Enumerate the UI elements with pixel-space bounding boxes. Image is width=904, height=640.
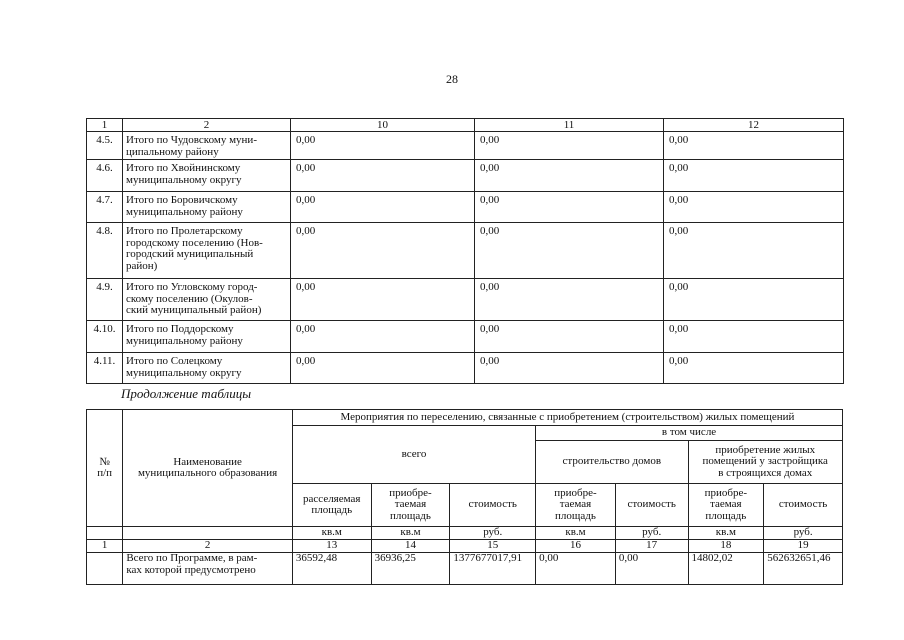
continuation-label: Продолжение таблицы: [121, 386, 252, 401]
value-cell: 0,00: [291, 353, 475, 384]
row-name: Итого по Пролетарскому городскому поселению (Нов- городский муниципальный район): [123, 223, 291, 279]
row-number: 4.5.: [87, 132, 123, 160]
header-cell: 2: [123, 119, 291, 132]
value-cell: 0,00: [475, 160, 664, 192]
column-number: 14: [371, 540, 450, 553]
acquisition-header: приобретение жилых помещений у застройщика в строящихся домах: [688, 441, 843, 484]
value-cell: 0,00: [291, 279, 475, 321]
value-cell: 0,00: [291, 192, 475, 223]
row-number: [87, 553, 123, 585]
group-title: Мероприятия по переселению, связанные с приобретением (строительством) жилых помещений: [292, 410, 842, 426]
unit-cell: кв.м: [292, 527, 371, 540]
subheader-cell: стоимость: [450, 484, 536, 527]
value-cell: 0,00: [475, 279, 664, 321]
column-number: 18: [688, 540, 764, 553]
value-cell: 0,00: [664, 353, 844, 384]
units-row: [87, 527, 843, 540]
unit-cell: руб.: [450, 527, 536, 540]
subheader-cell: стоимость: [764, 484, 843, 527]
header-row-group: [87, 410, 843, 426]
subheader-cell: приобре- таемая площадь: [688, 484, 764, 527]
row-name: Итого по Поддорскому муниципальному району: [123, 321, 291, 353]
column-number: 16: [536, 540, 616, 553]
value-cell: 0,00: [475, 192, 664, 223]
value-cell: 0,00: [664, 321, 844, 353]
value-cell: 0,00: [291, 132, 475, 160]
unit-cell: кв.м: [536, 527, 616, 540]
subheader-cell: стоимость: [615, 484, 688, 527]
row-name: Итого по Угловскому город- скому поселению (Окулов- ский муниципальный район): [123, 279, 291, 321]
value-cell: 0,00: [475, 321, 664, 353]
row-name: Итого по Хвойнинскому муниципальному округу: [123, 160, 291, 192]
header-cell: 1: [87, 119, 123, 132]
row-name: Итого по Чудовскому муни- ципальному району: [123, 132, 291, 160]
value-cell: 0,00: [664, 160, 844, 192]
column-number: 19: [764, 540, 843, 553]
table-row: [87, 223, 844, 279]
unit-cell-empty: [87, 527, 123, 540]
value-cell: 562632651,46: [764, 553, 843, 585]
value-cell: 36936,25: [371, 553, 450, 585]
row-number: 4.8.: [87, 223, 123, 279]
value-cell: 0,00: [475, 223, 664, 279]
row-number: 4.9.: [87, 279, 123, 321]
table-continuation: [86, 409, 843, 585]
value-cell: 36592,48: [292, 553, 371, 585]
table-header-row: [87, 119, 844, 132]
col-number-header: № п/п: [87, 410, 123, 527]
column-number: 15: [450, 540, 536, 553]
table-row: [87, 321, 844, 353]
value-cell: 0,00: [536, 553, 616, 585]
table-row: [87, 553, 843, 585]
table-row: [87, 160, 844, 192]
header-cell: 11: [475, 119, 664, 132]
value-cell: 0,00: [291, 160, 475, 192]
column-number: 2: [123, 540, 293, 553]
subheader-cell: приобре- таемая площадь: [536, 484, 616, 527]
unit-cell: руб.: [615, 527, 688, 540]
column-number: 1: [87, 540, 123, 553]
including-header: в том числе: [536, 426, 843, 441]
table-row: [87, 132, 844, 160]
unit-cell: кв.м: [688, 527, 764, 540]
value-cell: 0,00: [475, 353, 664, 384]
value-cell: 0,00: [291, 321, 475, 353]
value-cell: 0,00: [291, 223, 475, 279]
value-cell: 0,00: [615, 553, 688, 585]
row-number: 4.6.: [87, 160, 123, 192]
row-name: Итого по Солецкому муниципальному округу: [123, 353, 291, 384]
value-cell: 0,00: [664, 192, 844, 223]
row-number: 4.11.: [87, 353, 123, 384]
column-numbers-row: [87, 540, 843, 553]
construction-header: строительство домов: [536, 441, 688, 484]
subheader-cell: расселяемая площадь: [292, 484, 371, 527]
row-number: 4.7.: [87, 192, 123, 223]
header-cell: 12: [664, 119, 844, 132]
subheader-cell: приобре- таемая площадь: [371, 484, 450, 527]
table-row: [87, 279, 844, 321]
page-number: 28: [446, 72, 458, 86]
value-cell: 0,00: [664, 223, 844, 279]
unit-cell: руб.: [764, 527, 843, 540]
table-continued-top: [86, 118, 844, 384]
column-number: 17: [615, 540, 688, 553]
column-number: 13: [292, 540, 371, 553]
table-row: [87, 353, 844, 384]
value-cell: 14802,02: [688, 553, 764, 585]
value-cell: 1377677017,91: [450, 553, 536, 585]
col-name-header: Наименование муниципального образования: [123, 410, 293, 527]
unit-cell: кв.м: [371, 527, 450, 540]
row-name: Всего по Программе, в рам- ках которой предусмотрено: [123, 553, 293, 585]
header-cell: 10: [291, 119, 475, 132]
table-row: [87, 192, 844, 223]
value-cell: 0,00: [475, 132, 664, 160]
value-cell: 0,00: [664, 279, 844, 321]
row-number: 4.10.: [87, 321, 123, 353]
unit-cell-empty: [123, 527, 293, 540]
row-name: Итого по Боровичскому муниципальному району: [123, 192, 291, 223]
value-cell: 0,00: [664, 132, 844, 160]
total-header: всего: [292, 426, 535, 484]
